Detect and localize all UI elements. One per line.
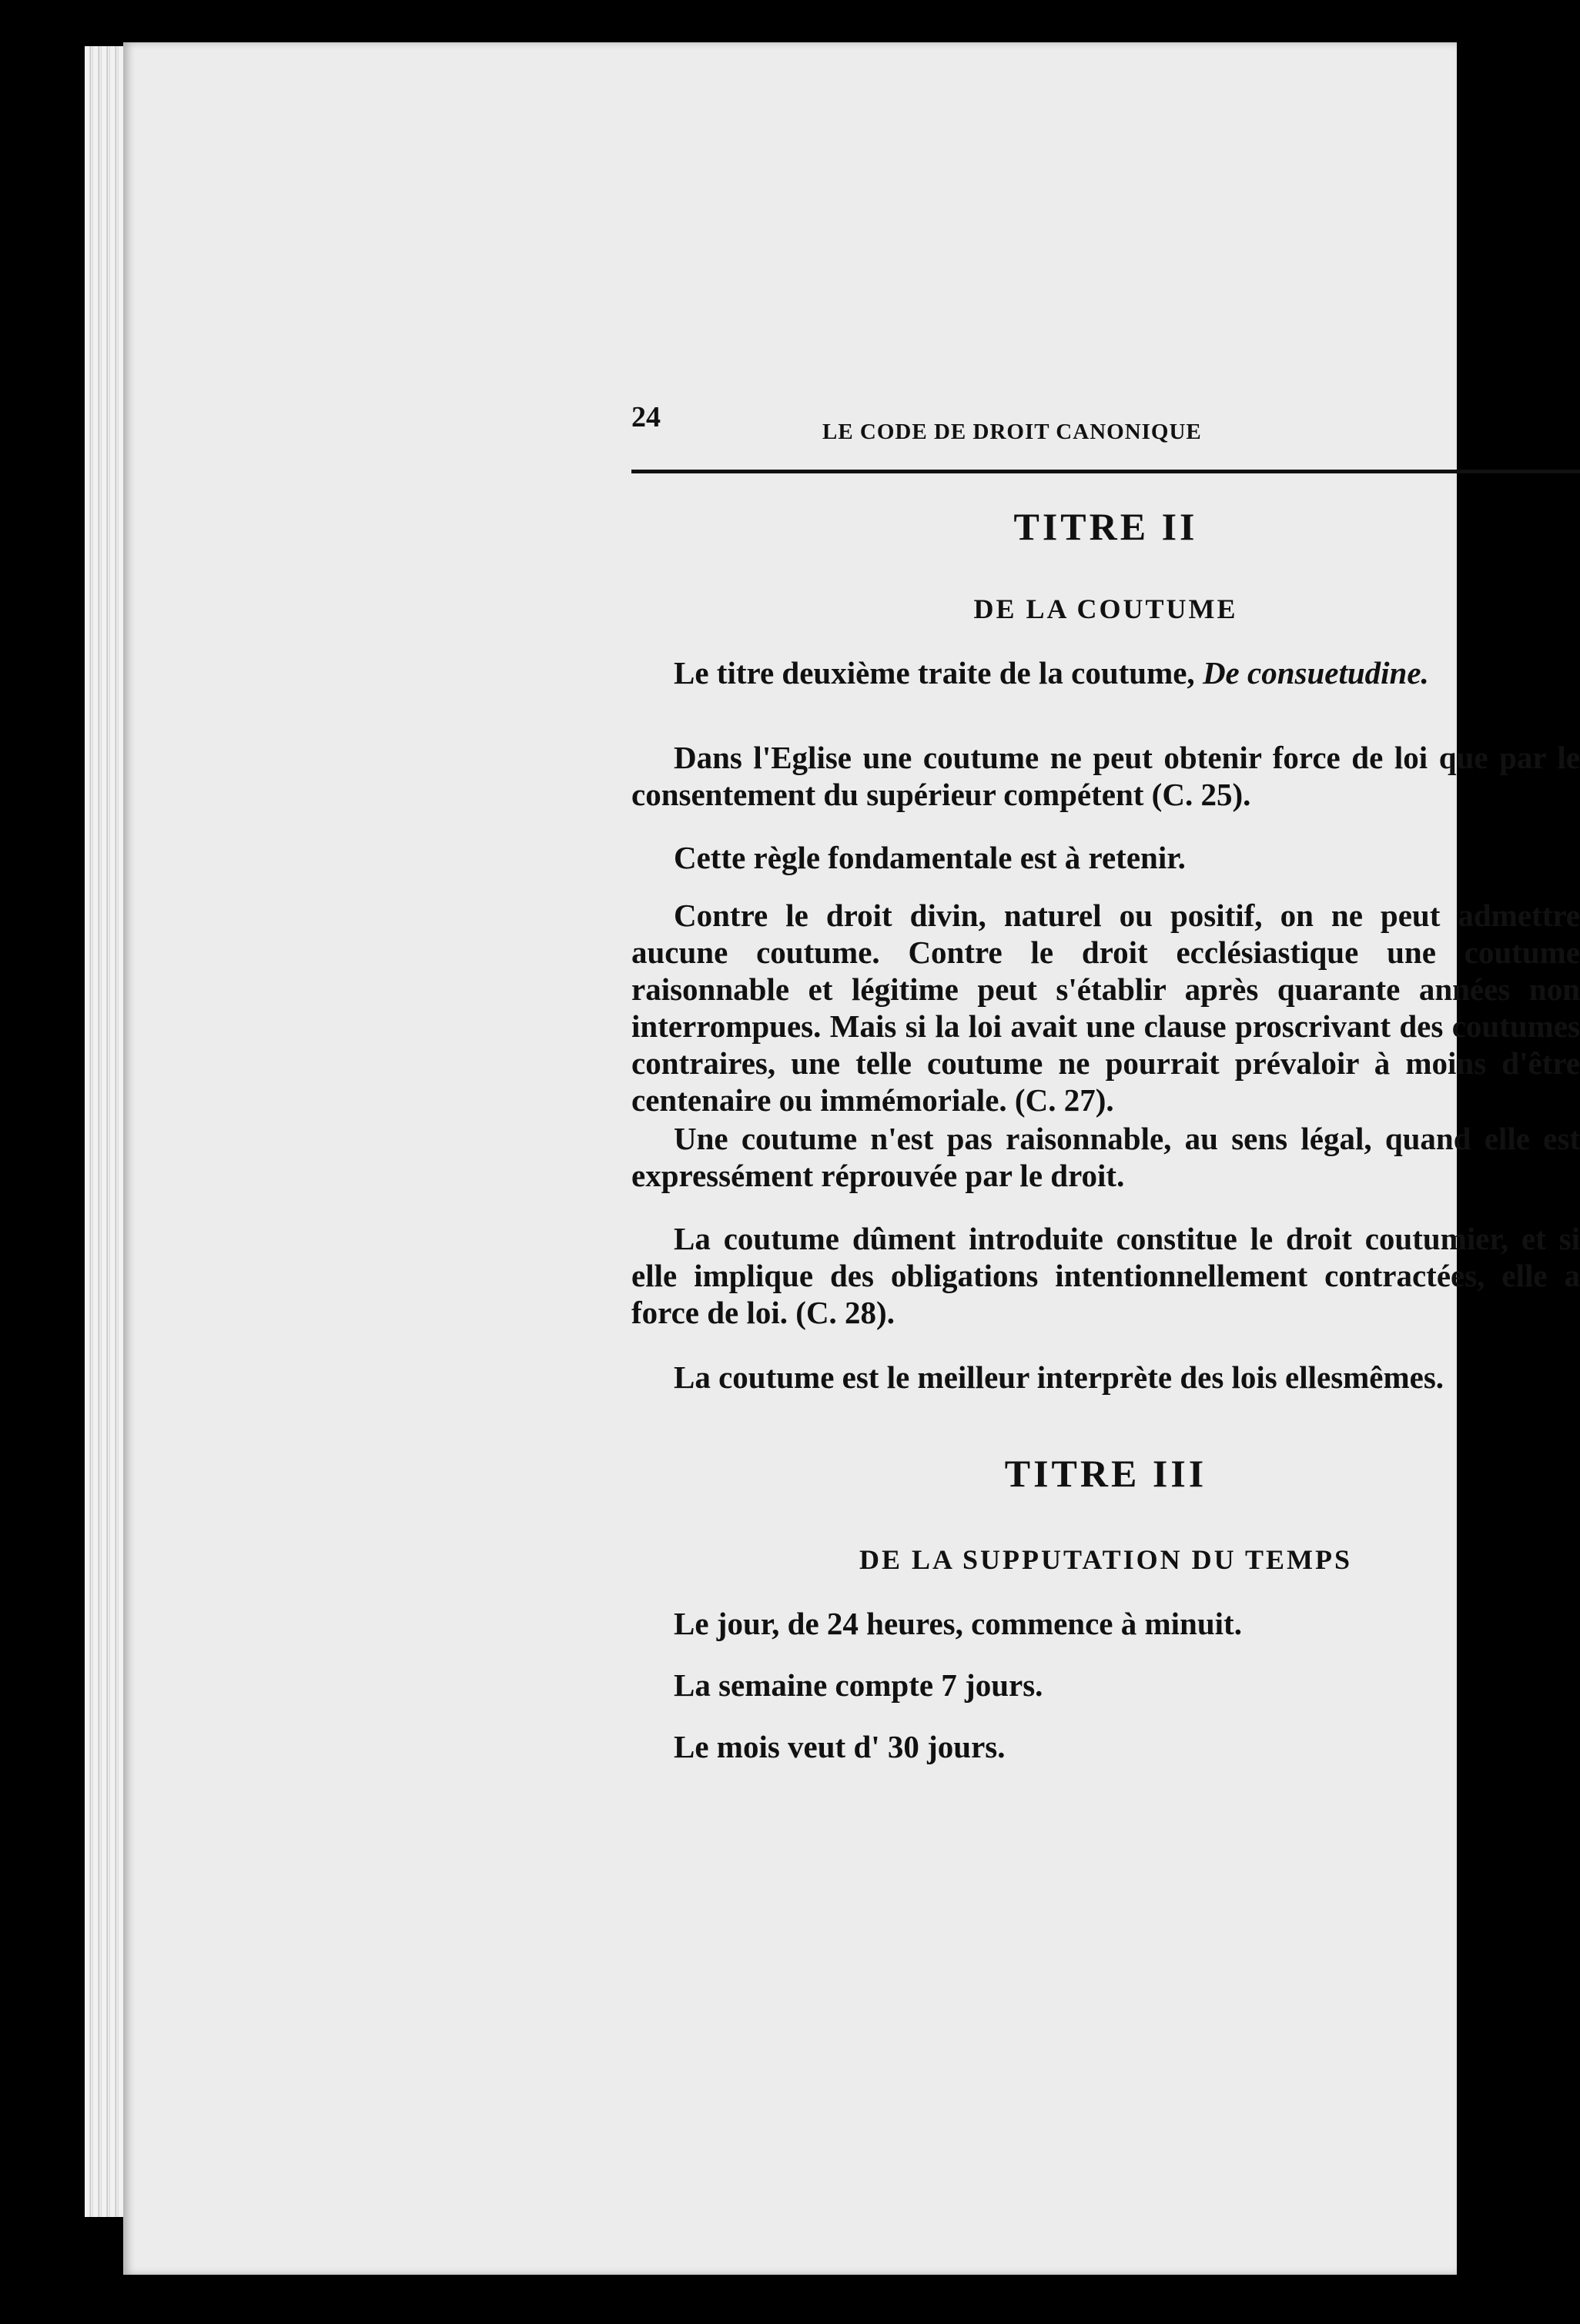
line-mois: Le mois veut d' 30 jours. <box>674 1729 1006 1764</box>
paragraph-7: La coutume est le meilleur interprète des lois ellesmêmes. <box>674 1359 1444 1395</box>
book-page <box>123 42 1580 2275</box>
titre-3-subheading: DE LA SUPPUTATION DU TEMPS <box>859 1544 1353 1575</box>
paragraph-6: La coutume dûment introduite constitue le droit coutumier, et si elle implique des obligations intentionnellement contractées, elle a force de loi. (C. 28). <box>631 1221 1580 1330</box>
titre-3-heading: TITRE III <box>1004 1452 1207 1495</box>
line-jour: Le jour, de 24 heures, commence à minuit. <box>674 1606 1242 1641</box>
header-rule <box>631 470 1580 473</box>
paragraph-1-italic: De consuetudine. <box>1202 655 1429 691</box>
paragraph-1 <box>631 654 1580 691</box>
paragraph-4: Contre le droit divin, naturel ou positif, on ne peut admettre aucune coutume. Contre le droit ecclésiastique une coutume raisonnable et légitime peut s'établir après quarante années non interrompues. Mais si la loi avait une clause proscrivant des coutumes contraires, une telle coutume ne pourrait prévaloir à moins d'être centenaire ou immémoriale. (C. 27). <box>631 898 1580 1118</box>
running-head <box>631 385 1580 477</box>
running-title: LE CODE DE DROIT CANONIQUE <box>822 420 1202 444</box>
titre-2-heading: TITRE II <box>1013 505 1198 548</box>
page-content <box>631 42 1580 2275</box>
line-semaine: La semaine compte 7 jours. <box>674 1667 1043 1703</box>
paragraph-5: Une coutume n'est pas raisonnable, au sens légal, quand elle est expressément réprouvée par le droit. <box>631 1121 1580 1193</box>
paragraph-3: Cette règle fondamentale est à retenir. <box>674 840 1186 875</box>
paragraph-1-text: Le titre deuxième traite de la coutume, <box>674 655 1203 691</box>
paragraph-2: Dans l'Eglise une coutume ne peut obtenir force de loi que par le consentement du supérieur compétent (C. 25). <box>631 740 1580 812</box>
titre-2-subheading: DE LA COUTUME <box>973 594 1238 624</box>
page-number: 24 <box>631 401 661 433</box>
